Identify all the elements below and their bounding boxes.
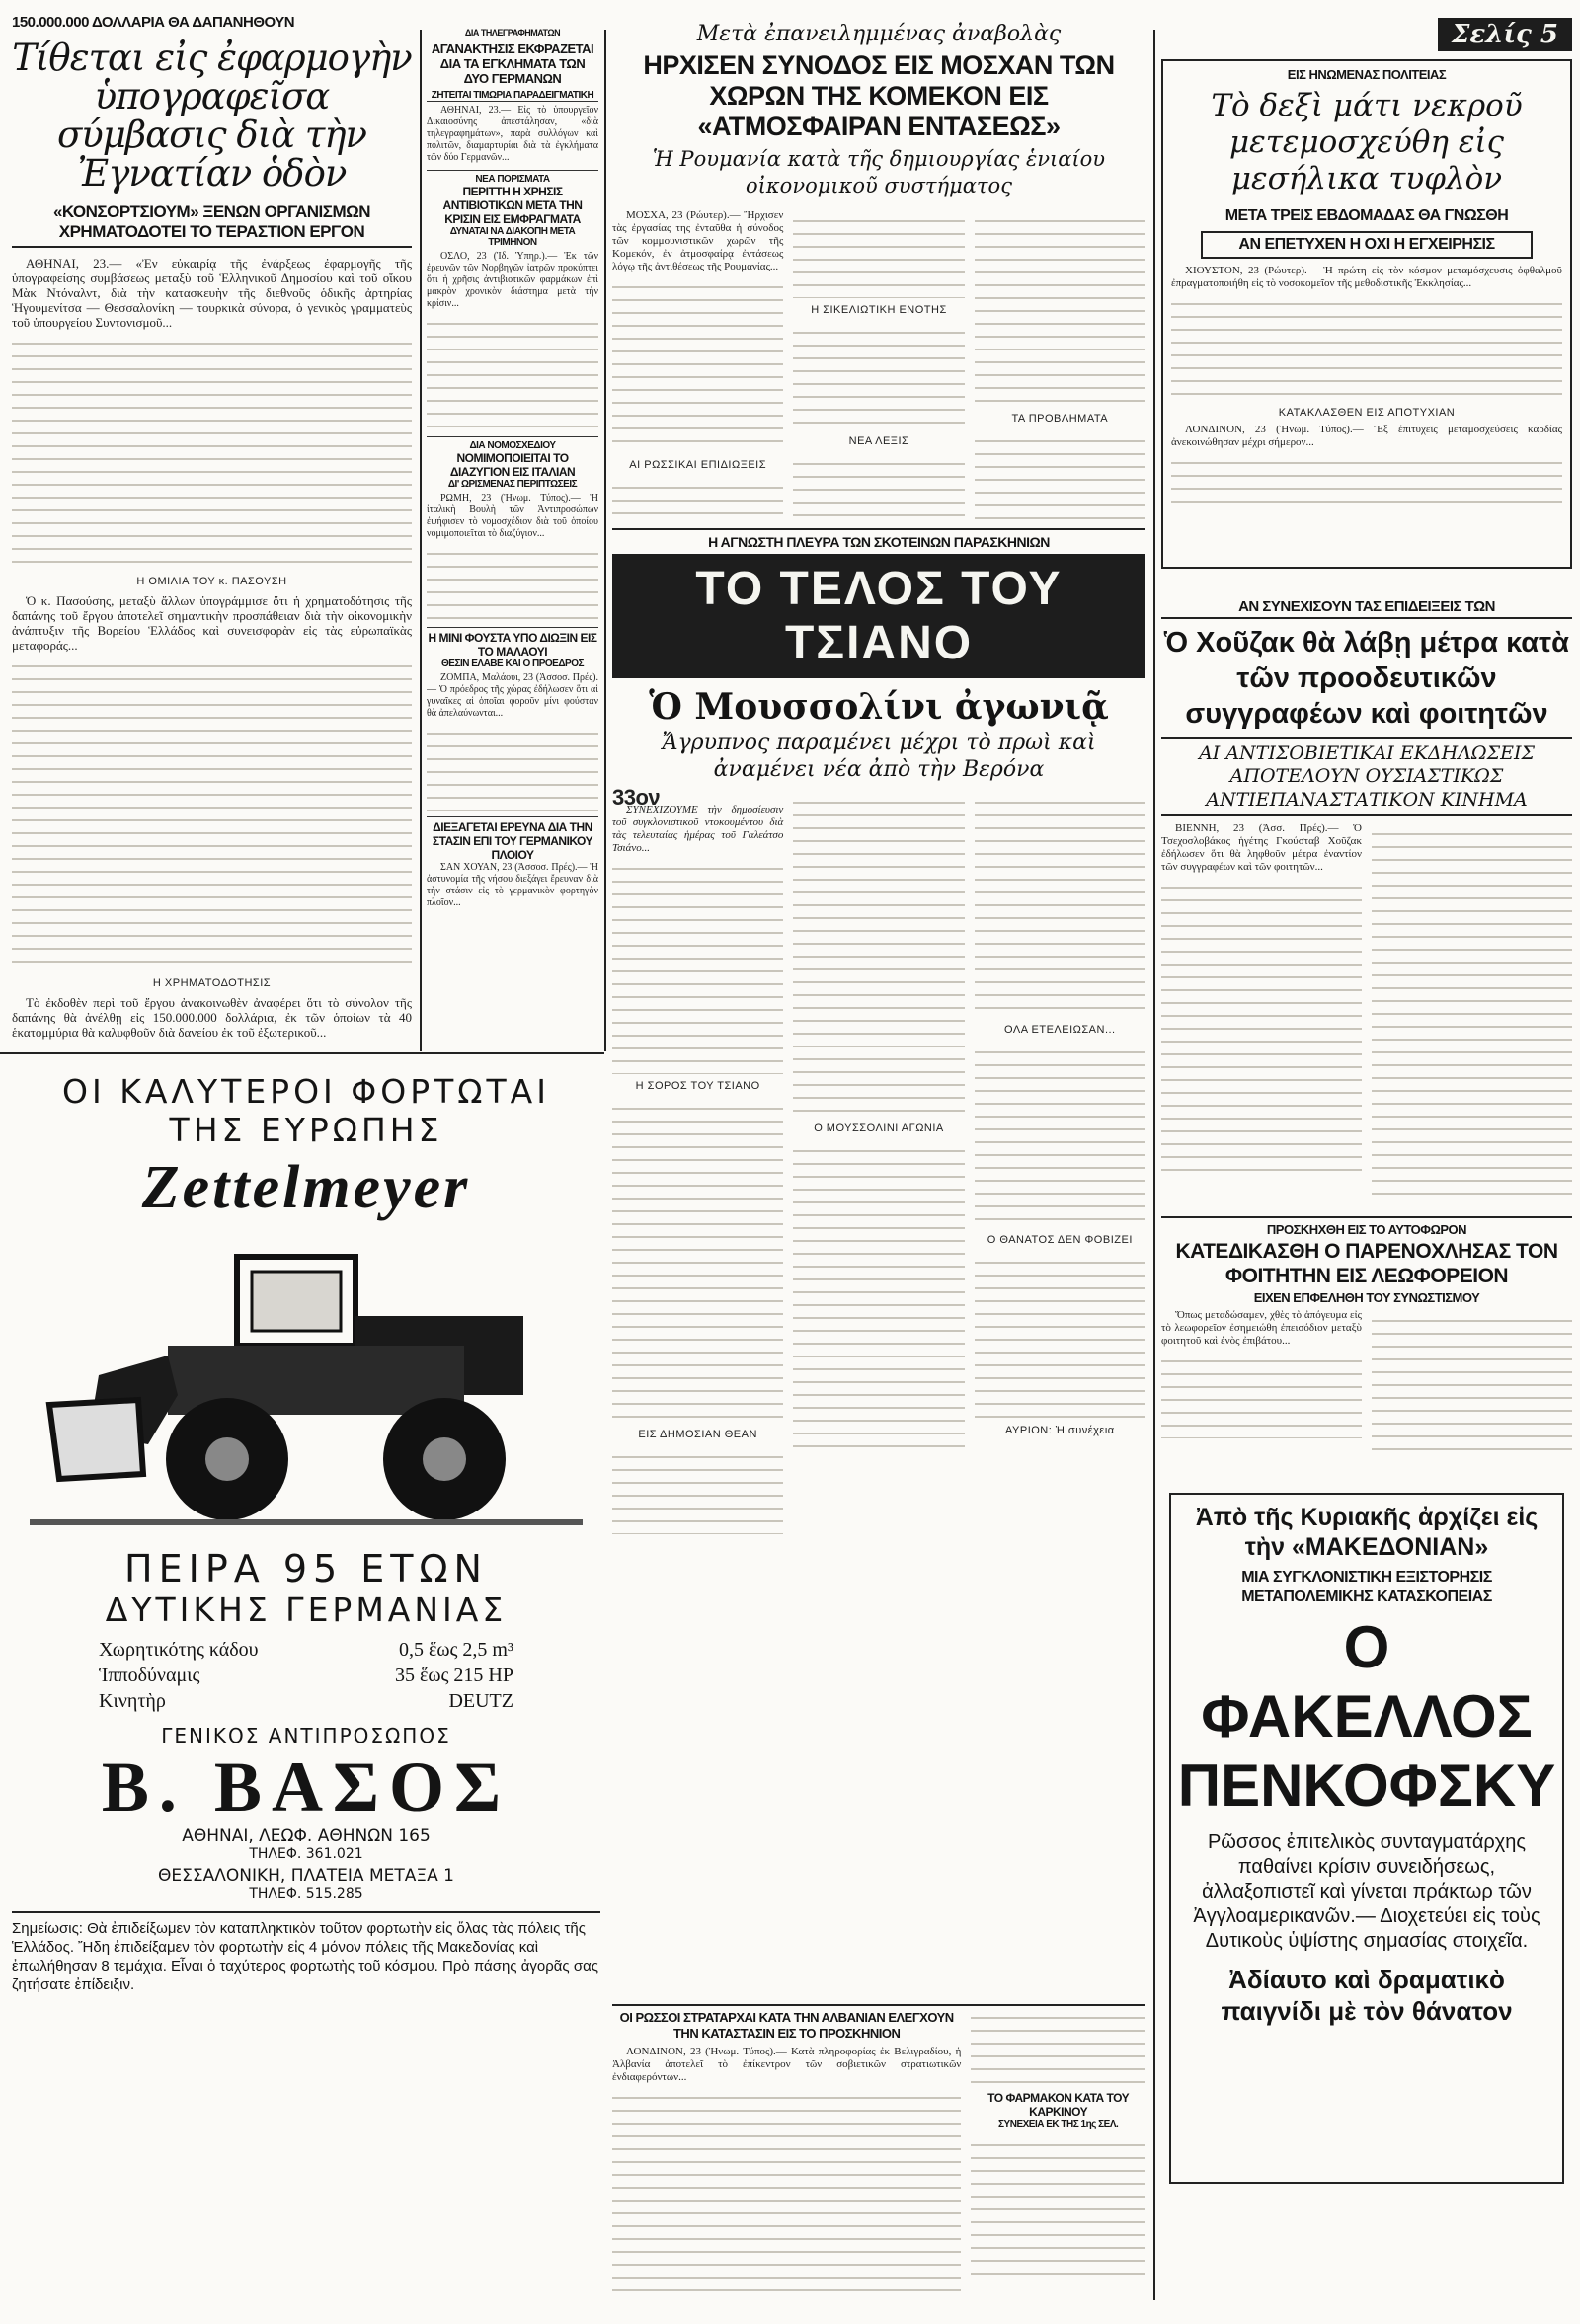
spec-list: [99, 1637, 514, 1714]
ciano-feature: [612, 528, 1146, 2001]
front-hub: [205, 1437, 249, 1481]
column-rule: [420, 30, 422, 1051]
body-text-block: [612, 275, 783, 453]
loader-bucket: [49, 1400, 143, 1479]
ad-line: ΤΗΣ ΕΥΡΩΠΗΣ: [169, 1111, 443, 1149]
headline: ΟΙ ΡΩΣΣΟΙ ΣΤΡΑΤΑΡΧΑΙ ΚΑΤΑ ΤΗΝ ΑΛΒΑΝΙΑΝ ΕΛΕΓΧΟΥΝ ΤΗΝ ΚΑΤΑΣΤΑΣΙΝ ΕΙΣ ΤΟ ΠΡΟΣΚΗΝΙΟΝ: [619, 2010, 954, 2041]
body-text-block: [12, 655, 412, 970]
husak-article: [1161, 598, 1572, 1210]
subhead: Η ΣΟΡΟΣ ΤΟΥ ΤΣΙΑΝΟ: [635, 1080, 760, 1092]
albania-article: [612, 2004, 1146, 2312]
body-text-block: [793, 209, 964, 298]
deck: ΑΠΟΤΕΛΟΥΝ ΟΥΣΙΑΣΤΙΚΩΣ ΑΝΤΙΕΠΑΝΑΣΤΑΤΙΚΟΝ ΚΙΝΗΜΑ: [1161, 764, 1572, 816]
kicker: Μετὰ ἐπανειλημμένας ἀναβολὰς: [696, 22, 1062, 46]
kicker: ΔΙΑ ΝΟΜΟΣΧΕΔΙΟΥ: [427, 436, 598, 451]
subhead: ΟΛΑ ΕΤΕΛΕΙΩΣΑΝ...: [1004, 1024, 1116, 1036]
body-text-block: [793, 791, 964, 1117]
headline: Η ΜΙΝΙ ΦΟΥΣΤΑ ΥΠΟ ΔΙΩΞΙΝ ΕΙΣ ΤΟ ΜΑΛΑΟΥΙ: [427, 627, 598, 658]
subhead: Η ΧΡΗΜΑΤΟΔΟΤΗΣΙΣ: [152, 977, 272, 989]
deck: Ἡ Ρουμανία κατὰ τῆς δημιουργίας ἑνιαίου οἰκονομικοῦ συστήματος: [652, 147, 1106, 197]
body-text-block: [612, 857, 783, 1074]
body-text-block: [1161, 876, 1362, 1172]
body-text-block: [975, 429, 1146, 520]
body-text-block: [793, 452, 964, 520]
body-text-block: [427, 312, 598, 430]
spec-value: DEUTZ: [448, 1690, 514, 1712]
subhead: ΝΕΑ ΛΕΞΙΣ: [848, 435, 909, 447]
body-text-block: [612, 1445, 783, 1534]
briefs-column: [427, 28, 598, 1045]
subhead: Η ΣΙΚΕΛΙΩΤΙΚΗ ΕΝΟΤΗΣ: [811, 304, 947, 316]
body-text-block: [1372, 822, 1572, 1202]
paragraph: ΖΟΜΠΑ, Μαλάουι, 23 (Ἀσσοσ. Πρές).— Ὁ πρόεδρος τῆς χώρας ἐδήλωσεν ὅτι αἱ γυναῖκες αἱ ὁποῖαι φοροῦν μίνι φούσταν θὰ ἀπελαύνωνται...: [427, 672, 598, 719]
page-number-label: Σελίς 5: [1438, 18, 1572, 51]
agent-name: Β. ΒΑΣΟΣ: [101, 1747, 512, 1826]
body-text-block: [793, 1139, 964, 1455]
promo-body: Ρῶσσος ἐπιτελικὸς συνταγματάρχης παθαίνει κρίσιν συνειδήσεως, ἀλλαξοπιστεῖ καὶ γίνεται πράκτωρ τῶν Ἀγγλοαμερικανῶν.— Διοχετεύει εἰς τοὺς Δυτικοὺς ὑψίστης σημασίας στοιχεῖα.: [1193, 1831, 1540, 1952]
deck: ΑΝ ΕΠΕΤΥΧΕΝ Η ΟΧΙ Η ΕΓΧΕΙΡΗΣΙΣ: [1201, 231, 1533, 259]
deck: ΘΕΣΙΝ ΕΛΑΒΕ ΚΑΙ Ο ΠΡΟΕΔΡΟΣ: [441, 658, 584, 669]
ad-line: ΔΥΤΙΚΗΣ ΓΕΡΜΑΝΙΑΣ: [105, 1590, 508, 1629]
spec-value: 0,5 ἕως 2,5 m³: [398, 1639, 514, 1661]
body-text-block: [975, 209, 1146, 407]
paragraph: ΜΟΣΧΑ, 23 (Ρώυτερ).— Ἤρχισεν τὰς ἐργασίας της ἐνταῦθα ἡ σύνοδος τῶν κομμουνιστικῶν χωρῶν τῆς Κομεκόν, ἐν ἀτμοσφαίρᾳ ἐντάσεως λόγῳ τῆς ἀντιθέσεως τῆς Ρουμανίας...: [612, 209, 784, 272]
body-text-block: [1171, 292, 1562, 401]
headline: ΤΟ ΦΑΡΜΑΚΟΝ ΚΑΤΑ ΤΟΥ ΚΑΡΚΙΝΟΥ: [988, 2091, 1130, 2119]
column-rule: [604, 30, 606, 1051]
deck: ΑΙ ΑΝΤΙΣΟΒΙΕΤΙΚΑΙ ΕΚΔΗΛΩΣΕΙΣ: [1161, 737, 1572, 764]
paragraph: ΣΑΝ ΧΟΥΑΝ, 23 (Ἀσσοσ. Πρές).— Ἡ ἀστυνομία τῆς νήσου διεξάγει ἔρευναν διὰ τὴν στάσιν εἰς τὸ γερμανικὸν φορτηγὸν πλοῖον...: [427, 862, 598, 908]
promo-line: Ἀπὸ τῆς Κυριακῆς ἀρχίζει εἰς τὴν «ΜΑΚΕΔΟΝΙΑΝ»: [1195, 1504, 1539, 1561]
kicker: ΑΝ ΣΥΝΕΧΙΣΟΥΝ ΤΑΣ ΕΠΙΔΕΙΞΕΙΣ ΤΩΝ: [1161, 598, 1572, 619]
subhead: Η ΟΜΙΛΙΑ ΤΟΥ κ. ΠΑΣΟΥΣΗ: [136, 576, 287, 587]
penkovsky-promo: [1169, 1493, 1564, 2184]
phone: ΤΗΛΕΦ. 361.021: [249, 1846, 363, 1862]
deck: Ἄγρυπνος παραμένει μέχρι τὸ πρωὶ καὶ ἀναμένει νέα ἀπὸ τὴν Βερόνα: [662, 731, 1096, 782]
kicker: ΝΕΑ ΠΟΡΙΣΜΑΤΑ: [427, 170, 598, 185]
headline: ΠΕΡΙΤΤΗ Η ΧΡΗΣΙΣ ΑΝΤΙΒΙΟΤΙΚΩΝ ΜΕΤΑ ΤΗΝ ΚΡΙΣΙΝ ΕΙΣ ΕΜΦΡΑΓΜΑΤΑ: [442, 185, 583, 226]
kicker: Η ΑΓΝΩΣΤΗ ΠΛΕΥΡΑ ΤΩΝ ΣΚΟΤΕΙΝΩΝ ΠΑΡΑΣΚΗΝΙΩΝ: [708, 534, 1050, 550]
body-text-block: [1161, 1350, 1362, 1438]
feature-banner: ΤΟ ΤΕΛΟΣ ΤΟΥ ΤΣΙΑΝΟ: [612, 554, 1146, 678]
body-text-block: [12, 1042, 412, 1046]
headline: Ὁ Χοῦζακ θὰ λάβῃ μέτρα κατὰ τῶν προοδευτικῶν συγγραφέων καὶ φοιτητῶν: [1164, 627, 1569, 730]
paragraph: ΒΙΕΝΝΗ, 23 (Ἀσσ. Πρές).— Ὁ Τσεχοσλοβάκος ἡγέτης Γκούσταβ Χοῦζακ ἐδήλωσεν ὅτι θὰ ληφθοῦν μέτρα ἐναντίον τῶν συγγραφέων καὶ τῶν φοιτητῶν...: [1161, 822, 1362, 873]
bus-article: [1161, 1216, 1572, 1485]
promo-title: Ο ΦΑΚΕΛΛΟΣ: [1201, 1614, 1533, 1749]
paragraph: Ὁ κ. Πασούσης, μεταξὺ ἄλλων ὑπογράμμισε ὅτι ἡ χρηματοδότησις τῆς δαπάνης τοῦ ἔργου ἀποτελεῖ σημαντικὴν προσπάθειαν διὰ τὴν οἰκονομικὴν ἀνάπτυξιν τῆς Βορείου Ἑλλάδος καὶ συνεισφορὰν εἰς τὰς εὐρωπαϊκὰς μεταφοράς...: [12, 593, 412, 653]
paragraph: ΑΘΗΝΑΙ, 23.— Εἰς τὸ ὑπουργεῖον Δικαιοσύνης ἀπεστάλησαν, «διὰ τηλεγραφημάτων», παρὰ συλλόγων καὶ πολιτῶν, διαμαρτυρίαι διὰ τὰ ἐγκλήματα τῶν δύο Γερμανῶν...: [427, 105, 598, 163]
intro-paragraph: ΣΥΝΕΧΙΖΟΥΜΕ τὴν δημοσίευσιν τοῦ συγκλονιστικοῦ ντοκουμέντου διὰ τὰς τελευταίας ἡμέρας τοῦ Γαλεάτσο Τσιάνο...: [612, 804, 784, 854]
ad-line: ΟΙ ΚΑΛΥΤΕΡΟΙ ΦΟΡΤΩΤΑΙ: [62, 1072, 550, 1111]
body-text-block: [975, 1251, 1146, 1419]
address: ΘΕΣΣΑΛΟΝΙΚΗ, ΠΛΑΤΕΙΑ ΜΕΤΑΞΑ 1: [158, 1866, 454, 1886]
kicker: ΠΡΟΣΚΗΧΘΗ ΕΙΣ ΤΟ ΑΥΤΟΦΩΡΟΝ: [1266, 1222, 1467, 1237]
headline: Τίθεται εἰς ἐφαρμογὴν ὑπογραφεῖσα σύμβασις διὰ τὴν Ἐγνατίαν ὁδὸν: [12, 37, 412, 194]
address: ΑΘΗΝΑΙ, ΛΕΩΦ. ΑΘΗΝΩΝ 165: [182, 1826, 431, 1846]
kicker: ΔΙΑ ΤΗΛΕΓΡΑΦΗΜΑΤΩΝ: [464, 28, 561, 38]
deck: ΔΙ' ΩΡΙΣΜΕΝΑΣ ΠΕΡΙΠΤΩΣΕΙΣ: [447, 479, 578, 490]
headline: ΔΙΕΞΑΓΕΤΑΙ ΕΡΕΥΝΑ ΔΙΑ ΤΗΝ ΣΤΑΣΙΝ ΕΠΙ ΤΟΥ ΓΕΡΜΑΝΙΚΟΥ ΠΛΟΙΟΥ: [427, 816, 598, 862]
deck: ΣΥΝΕΧΕΙΑ ΕΚ ΤΗΣ 1ης ΣΕΛ.: [998, 2119, 1119, 2130]
deck: «ΚΟΝΣΟΡΤΣΙΟΥΜ» ΞΕΝΩΝ ΟΡΓΑΝΙΣΜΩΝ: [52, 202, 371, 221]
deck: ΕΙΧΕΝ ΕΠΦΕΛΗΘΗ ΤΟΥ ΣΥΝΩΣΤΙΣΜΟΥ: [1253, 1290, 1480, 1305]
body-text-block: [793, 321, 964, 429]
headline: Ὁ Μουσσολίνι ἀγωνιᾷ: [649, 686, 1109, 728]
paragraph: ΛΟΝΔΙΝΟΝ, 23 (Ἠνωμ. Τύπος).— Κατὰ πληροφορίας ἐκ Βελιγραδίου, ἡ Ἀλβανία ἀποτελεῖ τὸ ἐπίκεντρον τῶν σοβιετικῶν στρατιωτικῶν ἐνδιαφερόντων...: [612, 2046, 962, 2083]
subhead: ΕΙΣ ΔΗΜΟΣΙΑΝ ΘΕΑΝ: [638, 1429, 757, 1440]
promo-title: ΠΕΝΚΟΦΣΚΥ: [1177, 1752, 1556, 1819]
body-text-block: [427, 542, 598, 621]
phone: ΤΗΛΕΦ. 515.285: [249, 1886, 363, 1901]
body-text-block: [971, 2133, 1146, 2282]
headline: ΝΟΜΙΜΟΠΟΙΕΙΤΑΙ ΤΟ ΔΙΑΖΥΓΙΟΝ ΕΙΣ ΙΤΑΛΙΑΝ: [449, 451, 576, 479]
ad-line: ΓΕΝΙΚΟΣ ΑΝΤΙΠΡΟΣΩΠΟΣ: [161, 1724, 451, 1747]
deck: ΖΗΤΕΙΤΑΙ ΤΙΜΩΡΙΑ ΠΑΡΑΔΕΙΓΜΑΤΙΚΗ: [427, 90, 598, 102]
comecon-article: [612, 22, 1146, 520]
subhead: Ο ΘΑΝΑΤΟΣ ΔΕΝ ΦΟΒΙΖΕΙ: [987, 1234, 1133, 1246]
body-text-block: [975, 791, 1146, 1018]
cab-window: [252, 1272, 341, 1331]
subhead: ΚΑΤΑΚΛΑΣΘΕΝ ΕΙΣ ΑΠΟΤΥΧΙΑΝ: [1278, 407, 1456, 419]
kicker: 150.000.000 ΔΟΛΛΑΡΙΑ ΘΑ ΔΑΠΑΝΗΘΟΥΝ: [12, 14, 295, 31]
body-text-block: [975, 1041, 1146, 1228]
body-text-block: [612, 476, 783, 520]
headline: Τὸ δεξὶ μάτι νεκροῦ μετεμοσχεύθη εἰς μεσήλικα τυφλὸν: [1211, 88, 1523, 196]
body-text-block: [612, 2086, 961, 2293]
paragraph: ΧΙΟΥΣΤΟΝ, 23 (Ρώυτερ).— Ἡ πρώτη εἰς τὸν κόσμον μεταμόσχευσις ὀφθαλμοῦ ἐπραγματοποιήθη εἰς τὸ νοσοκομεῖον τῆς μεθοδιστικῆς Ἐκκλησίας...: [1171, 265, 1562, 289]
continuation-note: ΑΥΡΙΟΝ: Ἡ συνέχεια: [1005, 1425, 1115, 1436]
headline: ΗΡΧΙΣΕΝ ΣΥΝΟΔΟΣ ΕΙΣ ΜΟΣΧΑΝ ΤΩΝ ΧΩΡΩΝ ΤΗΣ ΚΟΜΕΚΟΝ ΕΙΣ «ΑΤΜΟΣΦΑΙΡΑΝ ΕΝΤΑΣΕΩΣ»: [643, 50, 1115, 141]
body-text-block: [1171, 451, 1562, 505]
paragraph: ΟΣΛΟ, 23 (Ἰδ. Ὑπηρ.).— Ἐκ τῶν ἐρευνῶν τῶν Νορβηγῶν ἰατρῶν προκύπτει ὅτι ἡ χρῆσις ἀντιβιοτικῶν φαρμάκων ἐπὶ μακρὸν χρονικὸν διάστημα μετὰ τὴν κρίσιν...: [427, 251, 598, 309]
body-text-block: [427, 722, 598, 811]
subhead: Ο ΜΟΥΣΣΟΛΙΝΙ ΑΓΩΝΙΑ: [814, 1123, 944, 1134]
ad-note: Σημείωσις: Θὰ ἐπιδείξωμεν τὸν καταπληκτικὸν τοῦτον φορτωτὴν εἰς ὅλας τὰς πόλεις τῆς Ἑλλάδος. Ἤδη ἐπιδείξαμεν τὸν φορτωτὴν εἰς 4 μόνον πόλεις τῆς Μακεδονίας καὶ ἐπωλήθησαν 8 τεμάχια. Εἶναι ὁ ταχύτερος φορτωτὴς τοῦ κόσμου. Πρὸ πάσης ἀγορᾶς σας ζητήσατε ἐπίδειξιν.: [12, 1911, 600, 1994]
subhead: ΤΑ ΠΡΟΒΛΗΜΑΤΑ: [1011, 413, 1109, 425]
spec-label: Ἱπποδύναμις: [99, 1665, 200, 1686]
promo-tagline: Ἀδίαυτο καὶ δραματικὸ παιγνίδι μὲ τὸν θάνατον: [1221, 1965, 1513, 2026]
transplant-article: [1161, 18, 1572, 592]
ad-brand: Zettelmeyer: [141, 1154, 471, 1221]
spec-label: Χωρητικότης κάδου: [99, 1639, 259, 1661]
section-rule: [0, 1052, 604, 1054]
paragraph: ΛΟΝΔΙΝΟΝ, 23 (Ἠνωμ. Τύπος).— Ἕξ ἐπιτυχεῖς μεταμοσχεύσεις καρδίας ἀνεκοινώθησαν μέχρι σήμερον...: [1171, 424, 1562, 448]
headline: ΚΑΤΕΔΙΚΑΣΘΗ Ο ΠΑΡΕΝΟΧΛΗΣΑΣ ΤΟΝ ΦΟΙΤΗΤΗΝ ΕΙΣ ΛΕΩΦΟΡΕΙΟΝ: [1175, 1240, 1558, 1287]
spec-value: 35 ἕως 215 HP: [394, 1665, 514, 1686]
promo-line: ΜΙΑ ΣΥΓΚΛΟΝΙΣΤΙΚΗ ΕΞΙΣΤΟΡΗΣΙΣ ΜΕΤΑΠΟΛΕΜΙΚΗΣ ΚΑΤΑΣΚΟΠΕΙΑΣ: [1241, 1569, 1492, 1605]
ground-line: [30, 1519, 583, 1525]
deck: ΜΕΤΑ ΤΡΕΙΣ ΕΒΔΟΜΑΔΑΣ ΘΑ ΓΝΩΣΘΗ: [1224, 207, 1509, 224]
headline: ΑΓΑΝΑΚΤΗΣΙΣ ΕΚΦΡΑΖΕΤΑΙ ΔΙΑ ΤΑ ΕΓΚΛΗΜΑΤΑ ΤΩΝ ΔΥΟ ΓΕΡΜΑΝΩΝ: [431, 41, 594, 86]
kicker: ΕΙΣ ΗΝΩΜΕΝΑΣ ΠΟΛΙΤΕΙΑΣ: [1287, 67, 1447, 82]
deck: ΔΥΝΑΤΑΙ ΝΑ ΔΙΑΚΟΠΗ ΜΕΤΑ ΤΡΙΜΗΝΟΝ: [449, 226, 576, 248]
subhead: ΑΙ ΡΩΣΣΙΚΑΙ ΕΠΙΔΙΩΞΕΙΣ: [629, 459, 767, 471]
column-rule: [1153, 30, 1155, 2300]
deck: ΧΡΗΜΑΤΟΔΟΤΕΙ ΤΟ ΤΕΡΑΣΤΙΟΝ ΕΡΓΟΝ: [12, 222, 412, 248]
body-text-block: [612, 1097, 783, 1423]
paragraph: Ὅπως μεταδώσαμεν, χθὲς τὸ ἀπόγευμα εἰς τὸ λεωφορεῖον ἐσημειώθη ἐπεισόδιον μεταξὺ φοιτητοῦ καὶ ἑνὸς ἐπιβάτου...: [1161, 1309, 1362, 1347]
zettelmeyer-ad: [12, 1062, 600, 2306]
body-text-block: [1372, 1309, 1572, 1457]
body-text-block: [971, 2006, 1146, 2085]
paragraph: Τὸ ἐκδοθὲν περὶ τοῦ ἔργου ἀνακοινωθὲν ἀναφέρει ὅτι τὸ σύνολον τῆς δαπάνης θὰ ἀνέλθῃ εἰς 150.000.000 δολλάρια, ἐκ τῶν ὁποίων τὰ 40 ἑκατομμύρια θὰ καλυφθοῦν διὰ δανείου ἐκ τοῦ ἐξωτερικοῦ...: [12, 995, 412, 1040]
egnatia-article: [12, 14, 412, 1046]
body-text-block: [12, 332, 412, 569]
spec-label: Κινητὴρ: [99, 1690, 166, 1712]
lead-paragraph: ΑΘΗΝΑΙ, 23.— «Ἐν εὐκαιρίᾳ τῆς ἐνάρξεως ἐφαρμογῆς τῆς ὑπογραφείσης συμβάσεως μεταξὺ τοῦ Ἑλληνικοῦ Δημοσίου καὶ τοῦ οἴκου Μὰκ Ντόναλντ, διὰ τὴν κατασκευὴν τῆς διεθνοῦς ὁδικῆς ἀρτηρίας Ἡγουμενίτσα — Θεσσαλονίκη — τουρκικὰ σύνορα, ὁ γενικὸς γραμματεὺς τοῦ ὑπουργείου Συντονισμοῦ...: [12, 256, 412, 330]
ad-line: ΠΕΙΡΑ 95 ΕΤΩΝ: [124, 1547, 488, 1590]
rear-hub: [423, 1437, 466, 1481]
wheel-loader-illustration: [30, 1227, 583, 1543]
paragraph: ΡΩΜΗ, 23 (Ἠνωμ. Τύπος).— Ἡ ἰταλικὴ Βουλὴ τῶν Ἀντιπροσώπων ἐψήφισεν τὸ νομοσχέδιον διὰ τοῦ ὁποίου νομιμοποιεῖται τὸ διαζύγιον...: [427, 493, 598, 539]
installment-number: 33ον: [612, 785, 661, 810]
